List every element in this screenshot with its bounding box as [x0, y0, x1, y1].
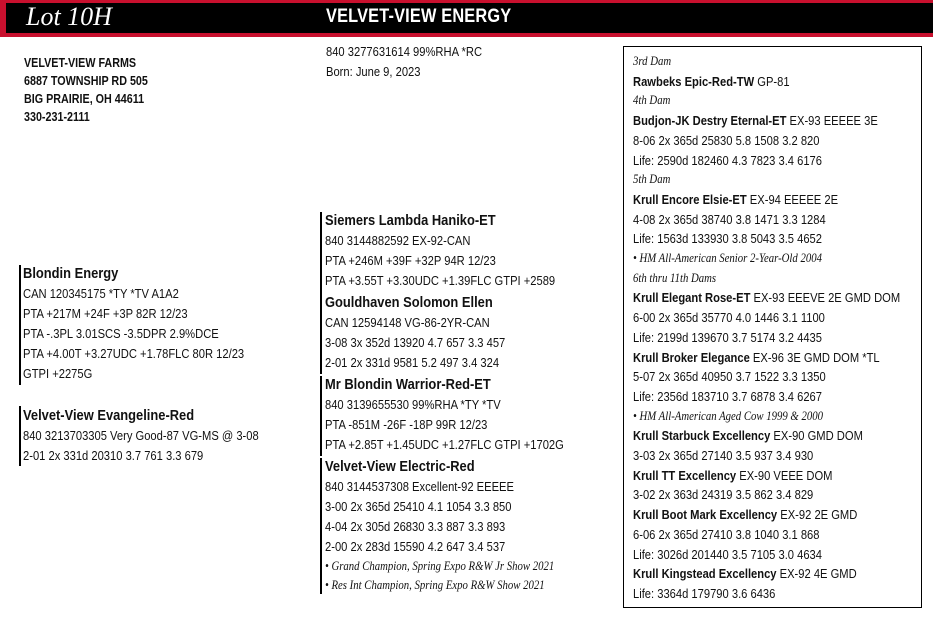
seventh-dam-record: 5-07 2x 365d 40950 3.7 1522 3.3 1350	[633, 369, 826, 385]
fifth-dam-score: EX-94 EEEEE 2E	[746, 191, 839, 207]
sire-bracket	[19, 265, 21, 385]
fourth-dam-record: 8-06 2x 365d 25830 5.8 1508 3.2 820	[633, 132, 820, 148]
ninth-dam-name: Krull TT Excellency	[633, 467, 737, 483]
consignor-address	[24, 54, 148, 126]
dam-sire-line: PTA +2.85T +1.45UDC +1.27FLC GTPI +1702G	[325, 437, 564, 452]
fourth-dam-label: 4th Dam	[633, 93, 671, 108]
sire-sire-bracket	[320, 212, 322, 294]
tenth-dam	[633, 505, 900, 525]
sixth-eleventh-label: 6th thru 11th Dams	[633, 270, 717, 285]
fifth-dam-record: 4-08 2x 365d 38740 3.8 1471 3.3 1284	[633, 211, 826, 227]
eighth-dam-record: 3-03 2x 365d 27140 3.5 937 3.4 930	[633, 448, 814, 464]
seventh-dam	[633, 348, 900, 368]
sire-dam-name: Gouldhaven Solomon Ellen	[325, 294, 493, 311]
seventh-dam-score: EX-96 3E GMD DOM *TL	[749, 349, 880, 365]
sire-line: GTPI +2275G	[23, 366, 93, 381]
dam-sire-name: Mr Blondin Warrior-Red-ET	[325, 376, 491, 393]
dam-dam-note: • Res Int Champion, Spring Expo R&W Show 2021	[325, 578, 545, 592]
animal-title: VELVET-VIEW ENERGY	[326, 6, 512, 27]
dam-sire-block	[325, 375, 564, 455]
sire-sire-line: PTA +246M +39F +32P 94R 12/23	[325, 253, 496, 268]
dam-dam-line: 2-00 2x 283d 15590 4.2 647 3.4 537	[325, 539, 506, 554]
dam-block	[23, 406, 259, 466]
dam-sire-line: 840 3139655530 99%RHA *TY *TV	[325, 397, 501, 412]
sire-dam-bracket	[320, 294, 322, 374]
tenth-dam-lifetime: Life: 3026d 201440 3.5 7105 3.0 4634	[633, 546, 822, 562]
eleventh-dam-lifetime: Life: 3364d 179790 3.6 6436	[633, 585, 776, 601]
lot-number: Lot 10H	[26, 2, 112, 31]
third-dam-score: GP-81	[754, 73, 790, 89]
animal-registration: 840 3277631614 99%RHA *RC	[326, 44, 483, 59]
animal-info	[326, 42, 482, 82]
ninth-dam-record: 3-02 2x 363d 24319 3.5 862 3.4 829	[633, 487, 814, 503]
maternal-pedigree	[633, 52, 900, 604]
sire-line: PTA -.3PL 3.01SCS -3.5DPR 2.9%DCE	[23, 326, 219, 341]
sire-dam-line: 3-08 3x 352d 13920 4.7 657 3.3 457	[325, 335, 506, 350]
dam-sire-line: PTA -851M -26F -18P 99R 12/23	[325, 417, 488, 432]
dam-line: 2-01 2x 331d 20310 3.7 761 3.3 679	[23, 448, 204, 463]
sixth-dam-record: 6-00 2x 365d 35770 4.0 1446 3.1 1100	[633, 310, 825, 326]
fourth-dam-score: EX-93 EEEEE 3E	[786, 113, 878, 129]
sire-sire-block	[325, 211, 555, 291]
fifth-dam-name: Krull Encore Elsie-ET	[633, 191, 747, 207]
sire-line: PTA +4.00T +3.27UDC +1.78FLC 80R 12/23	[23, 346, 245, 361]
third-dam	[633, 72, 900, 92]
eleventh-dam	[633, 564, 900, 584]
fifth-dam-note: • HM All-American Senior 2-Year-Old 2004	[633, 251, 822, 266]
sire-name: Blondin Energy	[23, 265, 119, 282]
third-dam-name: Rawbeks Epic-Red-TW	[633, 73, 755, 89]
sire-sire-name: Siemers Lambda Haniko-ET	[325, 212, 496, 229]
dam-name: Velvet-View Evangeline-Red	[23, 407, 195, 424]
dam-dam-name: Velvet-View Electric-Red	[325, 458, 475, 475]
fifth-dam-lifetime: Life: 1563d 133930 3.8 5043 3.5 4652	[633, 231, 822, 247]
seventh-dam-lifetime: Life: 2356d 183710 3.7 6878 3.4 6267	[633, 388, 822, 404]
dam-dam-block	[325, 457, 554, 595]
dam-dam-line: 3-00 2x 365d 25410 4.1 1054 3.3 850	[325, 499, 512, 514]
header-band	[0, 0, 933, 37]
fifth-dam	[633, 190, 900, 210]
sire-dam-block	[325, 293, 505, 373]
animal-birthdate: Born: June 9, 2023	[326, 64, 421, 79]
tenth-dam-record: 6-06 2x 365d 27410 3.8 1040 3.1 868	[633, 526, 820, 542]
fourth-dam-lifetime: Life: 2590d 182460 4.3 7823 3.4 6176	[633, 152, 822, 168]
ninth-dam	[633, 466, 900, 486]
tenth-dam-score: EX-92 2E GMD	[777, 507, 858, 523]
consignor-street: 6887 TOWNSHIP RD 505	[24, 74, 148, 88]
consignor-phone: 330-231-2111	[24, 110, 90, 124]
sire-sire-line: PTA +3.55T +3.30UDC +1.39FLC GTPI +2589	[325, 273, 556, 288]
consignor-city: BIG PRAIRIE, OH 44611	[24, 92, 145, 106]
sixth-dam-score: EX-93 EEEVE 2E GMD DOM	[750, 290, 901, 306]
eighth-dam	[633, 426, 900, 446]
sire-sire-line: 840 3144882592 EX-92-CAN	[325, 233, 471, 248]
dam-bracket	[19, 406, 21, 466]
dam-dam-line: 4-04 2x 305d 26830 3.3 887 3.3 893	[325, 519, 506, 534]
tenth-dam-name: Krull Boot Mark Excellency	[633, 507, 778, 523]
dam-dam-line: 840 3144537308 Excellent-92 EEEEE	[325, 479, 514, 494]
fifth-dam-label: 5th Dam	[633, 172, 671, 187]
consignor-name: VELVET-VIEW FARMS	[24, 56, 137, 70]
eighth-dam-score: EX-90 GMD DOM	[770, 428, 863, 444]
seventh-dam-name: Krull Broker Elegance	[633, 349, 750, 365]
sixth-dam	[633, 288, 900, 308]
sire-dam-line: CAN 12594148 VG-86-2YR-CAN	[325, 315, 490, 330]
sire-line: CAN 120345175 *TY *TV A1A2	[23, 286, 179, 301]
sire-dam-line: 2-01 2x 331d 9581 5.2 497 3.4 324	[325, 355, 500, 370]
ninth-dam-score: EX-90 VEEE DOM	[736, 467, 833, 483]
dam-dam-note: • Grand Champion, Spring Expo R&W Jr Show 2021	[325, 559, 555, 573]
eleventh-dam-score: EX-92 4E GMD	[776, 566, 857, 582]
sire-line: PTA +217M +24F +3P 82R 12/23	[23, 306, 188, 321]
dam-sire-bracket	[320, 376, 322, 456]
sire-block	[23, 264, 244, 384]
fourth-dam	[633, 111, 900, 131]
eleventh-dam-name: Krull Kingstead Excellency	[633, 566, 777, 582]
sixth-dam-lifetime: Life: 2199d 139670 3.7 5174 3.2 4435	[633, 329, 822, 345]
seventh-dam-note: • HM All-American Aged Cow 1999 & 2000	[633, 408, 823, 423]
eighth-dam-name: Krull Starbuck Excellency	[633, 428, 771, 444]
sixth-dam-name: Krull Elegant Rose-ET	[633, 290, 751, 306]
third-dam-label: 3rd Dam	[633, 54, 672, 68]
fourth-dam-name: Budjon-JK Destry Eternal-ET	[633, 113, 787, 129]
dam-line: 840 3213703305 Very Good-87 VG-MS @ 3-08	[23, 428, 259, 443]
dam-dam-bracket	[320, 458, 322, 594]
